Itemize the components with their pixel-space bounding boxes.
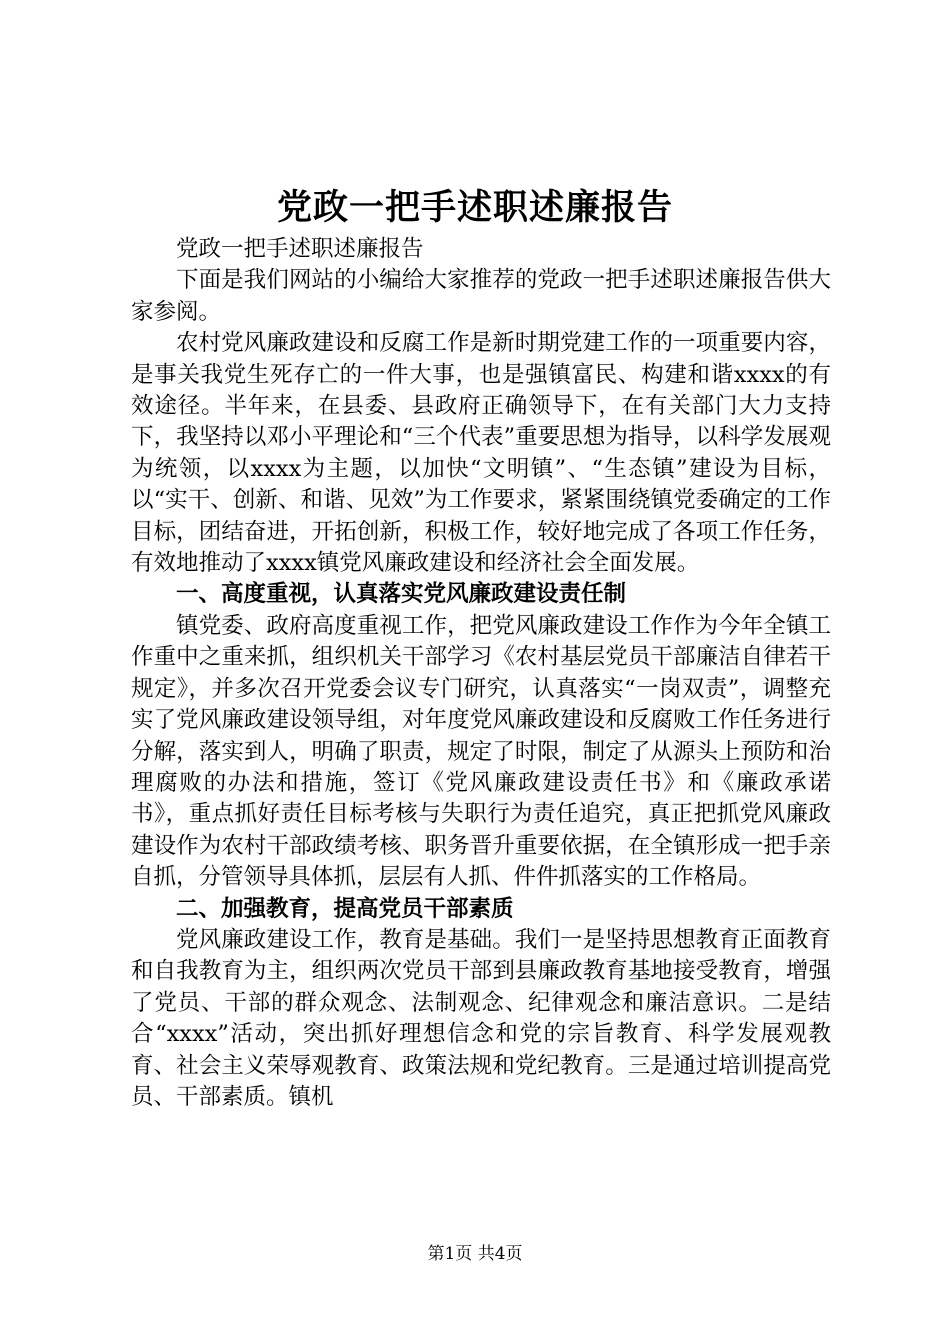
page-footer: 第1页 共4页	[427, 1244, 523, 1264]
document-title: 党政一把手述职述廉报告	[276, 187, 673, 228]
paragraph-intro: 下面是我们网站的小编给大家推荐的党政一把手述职述廉报告供大家参阅。	[131, 267, 831, 325]
section-heading-2: 二、加强教育，提高党员干部素质	[176, 895, 514, 922]
section-heading-1: 一、高度重视，认真落实党风廉政建设责任制	[176, 581, 627, 608]
document-body	[131, 234, 831, 1113]
paragraph-section-1: 镇党委、政府高度重视工作，把党风廉政建设工作作为今年全镇工作重中之重来抓，组织机关干部学习《农村基层党员干部廉洁自律若干规定》，并多次召开党委会议专门研究，认真落实“一岗双责”，调整充实了党风廉政建设领导组，对年度党风廉政建设和反腐败工作任务进行分解，落实到人，明确了职责，规定了时限，制定了从源头上预防和治理腐败的办法和措施，签订《党风廉政建设责任书》和《廉政承诺书》，重点抓好责任目标考核与失职行为责任追究，真正把抓党风廉政建设作为农村干部政绩考核、职务晋升重要依据，在全镇形成一把手亲自抓，分管领导具体抓，层层有人抓、件件抓落实的工作格局。	[131, 612, 831, 891]
paragraph-section-2: 党风廉政建设工作，教育是基础。我们一是坚持思想教育正面教育和自我教育为主，组织两次党员干部到县廉政教育基地接受教育，增强了党员、干部的群众观念、法制观念、纪律观念和廉洁意识。二是结合“xxxx”活动，突出抓好理想信念和党的宗旨教育、科学发展观教育、社会主义荣辱观教育、政策法规和党纪教育。三是通过培训提高党员、干部素质。镇机	[131, 926, 831, 1110]
paragraph-subtitle: 党政一把手述职述廉报告	[176, 236, 424, 262]
paragraph-overview: 农村党风廉政建设和反腐工作是新时期党建工作的一项重要内容，是事关我党生死存亡的一件大事，也是强镇富民、构建和谐xxxx的有效途径。半年来，在县委、县政府正确领导下，在有关部门大力支持下，我坚持以邓小平理论和“三个代表”重要思想为指导，以科学发展观为统领，以xxxx为主题，以加快“文明镇”、“生态镇”建设为目标，以“实干、创新、和谐、见效”为工作要求，紧紧围绕镇党委确定的工作目标，团结奋进，开拓创新，积极工作，较好地完成了各项工作任务，有效地推动了xxxx镇党风廉政建设和经济社会全面发展。	[131, 330, 831, 577]
